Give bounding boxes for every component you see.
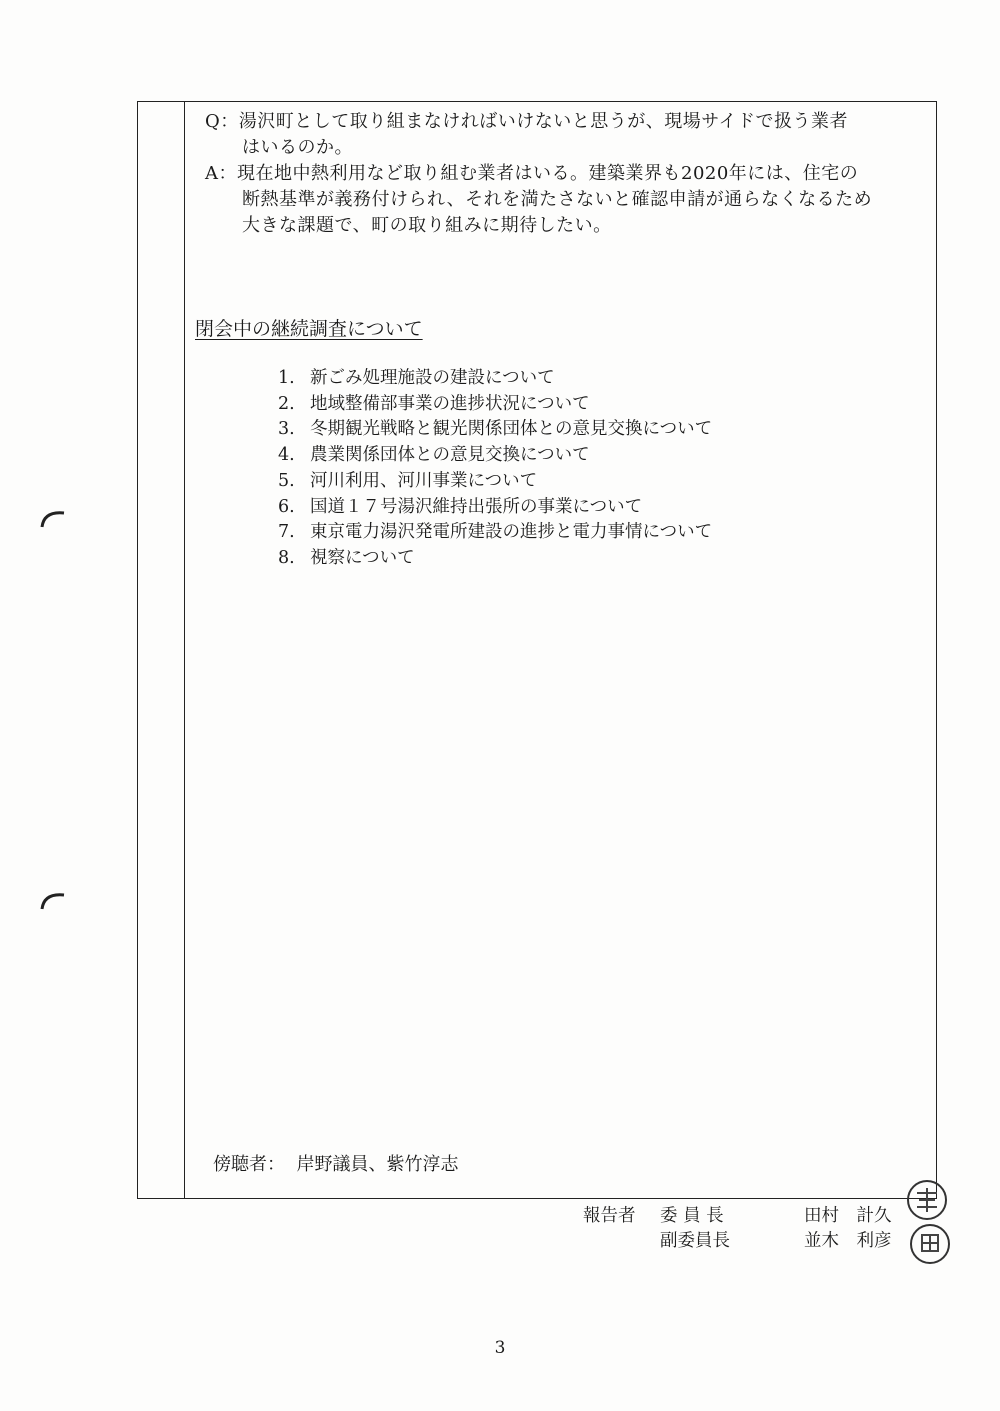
list-item: 4. 農業関係団体との意見交換について	[278, 445, 590, 466]
audience-line: 傍聴者： 岸野議員、紫竹淳志	[213, 1154, 459, 1175]
report-frame	[137, 101, 937, 1199]
punch-hole-icon	[40, 505, 72, 537]
investigation-list	[278, 366, 712, 572]
page-number: 3	[494, 1338, 506, 1358]
seal-stamp-icon	[905, 1178, 949, 1222]
section-title: 閉会中の継続調査について	[195, 318, 423, 340]
question-line-2: はいるのか。	[242, 137, 353, 158]
answer-line-2: 断熱基準が義務付けられ、それを満たさないと確認申請が通らなくなるため	[242, 189, 873, 210]
list-item: 2. 地域整備部事業の進捗状況について	[278, 393, 590, 414]
list-item: 8. 視察について	[278, 547, 415, 568]
seal-stamp-icon	[908, 1222, 952, 1266]
answer-line-3: 大きな課題で、町の取り組みに期待したい。	[242, 215, 612, 236]
list-item: 1. 新ごみ処理施設の建設について	[278, 368, 555, 388]
vice-chair-role: 副委員長	[660, 1231, 730, 1251]
chair-name: 田村 計久	[804, 1206, 892, 1226]
list-item: 5. 河川利用、河川事業について	[278, 470, 538, 491]
punch-hole-icon	[40, 887, 72, 919]
question-line-1: Q：湯沢町として取り組まなければいけないと思うが、現場サイドで扱う業者	[205, 111, 849, 132]
vice-chair-name: 並木 利彦	[804, 1231, 892, 1251]
chair-role: 委 員 長	[660, 1206, 724, 1226]
list-item: 7. 東京電力湯沢発電所建設の進捗と電力事情について	[278, 522, 713, 543]
reporter-label: 報告者	[583, 1206, 636, 1226]
answer-line-1: A：現在地中熱利用など取り組む業者はいる。建築業界も2020年には、住宅の	[205, 163, 859, 184]
list-item: 3. 冬期観光戦略と観光関係団体との意見交換について	[278, 419, 713, 440]
frame-divider	[184, 101, 185, 1199]
list-item: 6. 国道１７号湯沢維持出張所の事業について	[278, 496, 643, 517]
